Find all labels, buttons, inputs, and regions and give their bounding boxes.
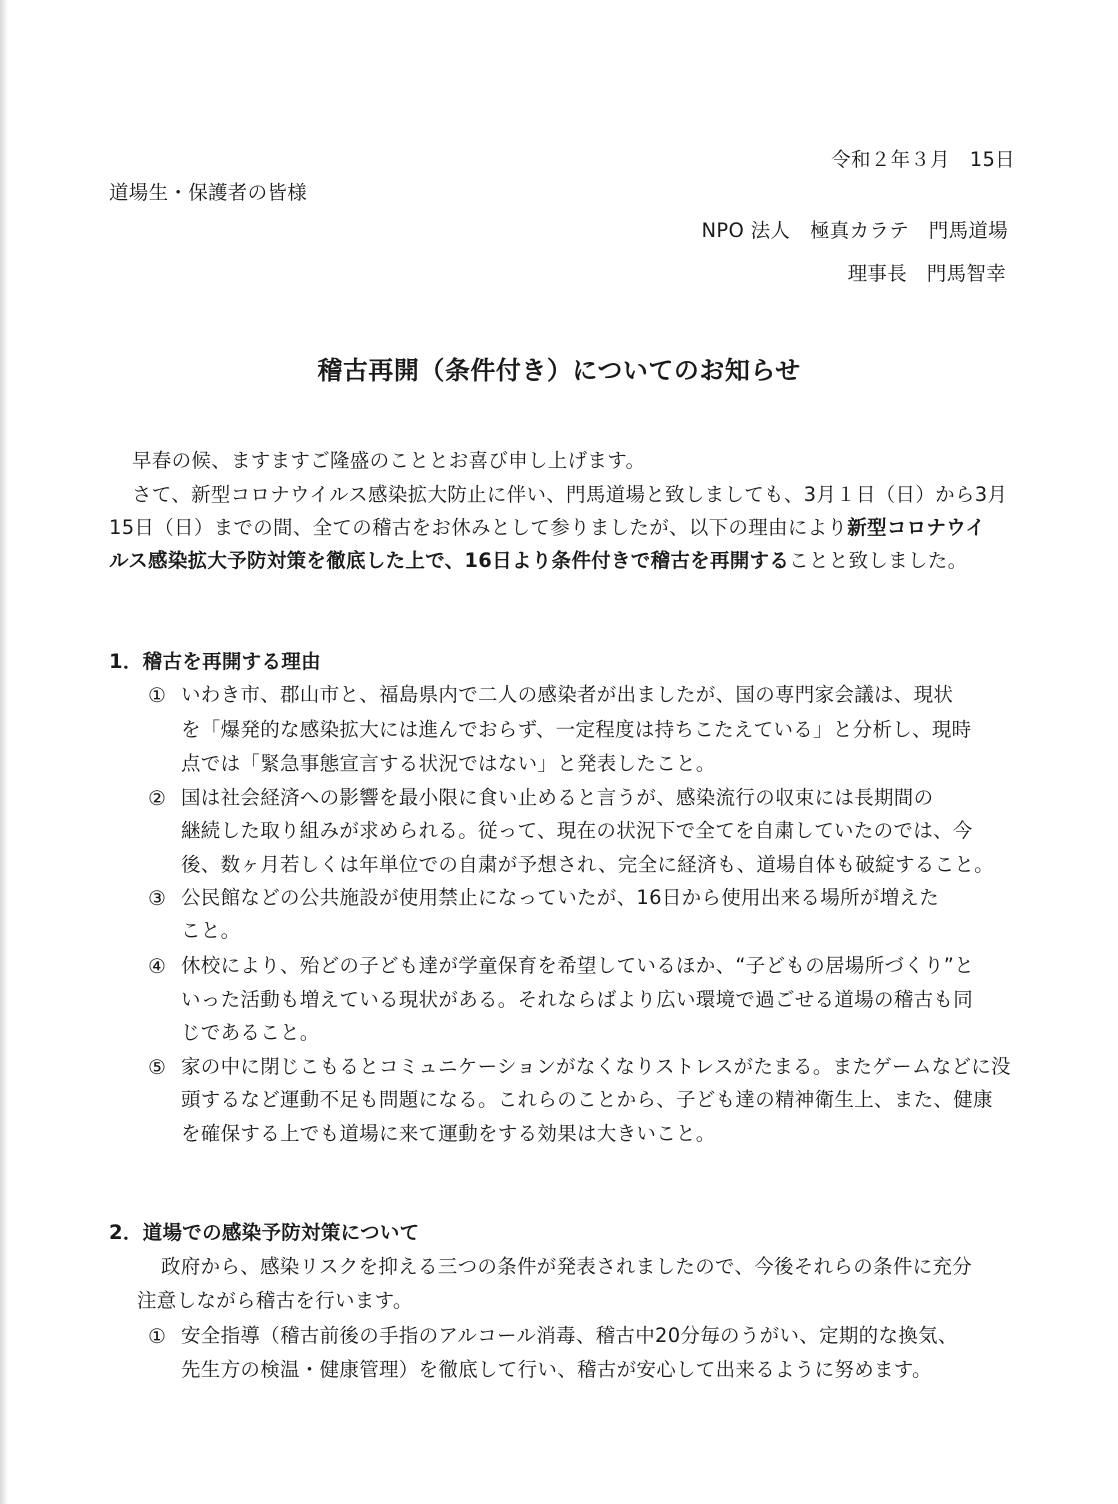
item-number: ① xyxy=(148,1324,166,1348)
item-line: 点では「緊急事態宣言する状況ではない」と発表したこと。 xyxy=(181,752,716,775)
section2-intro-line: 注意しながら稽古を行います。 xyxy=(137,1289,413,1312)
document-title: 稽古再開（条件付き）についてのお知らせ xyxy=(317,356,801,385)
item-line: 頭するなど運動不足も問題になる。これらのことから、子ども達の精神衛生上、また、健康 xyxy=(181,1088,993,1111)
intro-line-1: さて、新型コロナウイルス感染拡大防止に伴い、門馬道場と致しましても、3月１日（日）から3月 xyxy=(132,483,1008,506)
intro-line-3-bold: ルス感染拡大予防対策を徹底した上で、16日より条件付きで稽古を再開する xyxy=(109,549,790,572)
item-line: 後、数ヶ月若しくは年単位での自粛が予想され、完全に経済も、道場自体も破綻すること。 xyxy=(181,853,994,876)
section1-heading: 1．稽古を再開する理由 xyxy=(109,650,321,673)
item-line: 継続した取り組みが求められる。従って、現在の状況下で全てを自粛していたのでは、今 xyxy=(181,819,973,842)
section2-heading: 2．道場での感染予防対策について xyxy=(109,1221,420,1244)
item-number: ② xyxy=(148,786,166,810)
item-number: ① xyxy=(148,683,166,707)
chairman-name: 理事長 門馬智幸 xyxy=(847,262,1006,285)
intro-line-3 xyxy=(109,546,967,576)
item-line: を確保する上でも道場に来て運動をする効果は大きいこと。 xyxy=(181,1122,716,1145)
item-number: ⑤ xyxy=(148,1055,166,1079)
item-line: いった活動も増えている現状がある。それならばより広い環境で過ごせる道場の稽古も同 xyxy=(181,988,973,1011)
intro-line-2-plain: 15日（日）までの間、全ての稽古をお休みとして参りましたが、以下の理由により xyxy=(109,516,848,539)
item-line: 公民館などの公共施設が使用禁止になっていたが、16日から使用出来る場所が増えた xyxy=(181,886,940,909)
addressee: 道場生・保護者の皆様 xyxy=(109,181,308,204)
intro-line-3-plain: ことと致しました。 xyxy=(789,549,968,572)
item-line: 先生方の検温・健康管理）を徹底して行い、稽古が安心して出来るように努めます。 xyxy=(181,1358,932,1381)
organization-name: NPO 法人 極真カラテ 門馬道場 xyxy=(701,219,1008,242)
document-date: 令和２年３月 15日 xyxy=(831,148,1015,171)
item-line: 家の中に閉じこもるとコミュニケーションがなくなりストレスがたまる。またゲームなどに没 xyxy=(181,1055,1011,1078)
item-line: 休校により、殆どの子ども達が学童保育を希望しているほか、“子どもの居場所づくり”と xyxy=(181,954,975,977)
item-line: じであること。 xyxy=(181,1021,320,1044)
section2-intro-line: 政府から、感染リスクを抑える三つの条件が発表されましたので、今後それらの条件に充分 xyxy=(161,1255,973,1278)
intro-line-2 xyxy=(109,513,985,543)
item-line: を「爆発的な感染拡大には進んでおらず、一定程度は持ちこたえている」と分析し、現時 xyxy=(181,718,972,741)
item-line: こと。 xyxy=(181,919,241,942)
item-number: ④ xyxy=(148,954,166,978)
intro-line-2-bold: 新型コロナウイ xyxy=(847,516,986,539)
page-edge-shadow xyxy=(0,0,8,1504)
item-line: 安全指導（稽古前後の手指のアルコール消毒、稽古中20分毎のうがい、定期的な換気、 xyxy=(181,1324,958,1347)
item-number: ③ xyxy=(148,886,166,910)
item-line: 国は社会経済への影響を最小限に食い止めると言うが、感染流行の収束には長期間の xyxy=(181,786,934,809)
greeting-line: 早春の候、ますますご隆盛のこととお喜び申し上げます。 xyxy=(132,449,646,472)
item-line: いわき市、郡山市と、福島県内で二人の感染者が出ましたが、国の専門家会議は、現状 xyxy=(181,683,954,706)
